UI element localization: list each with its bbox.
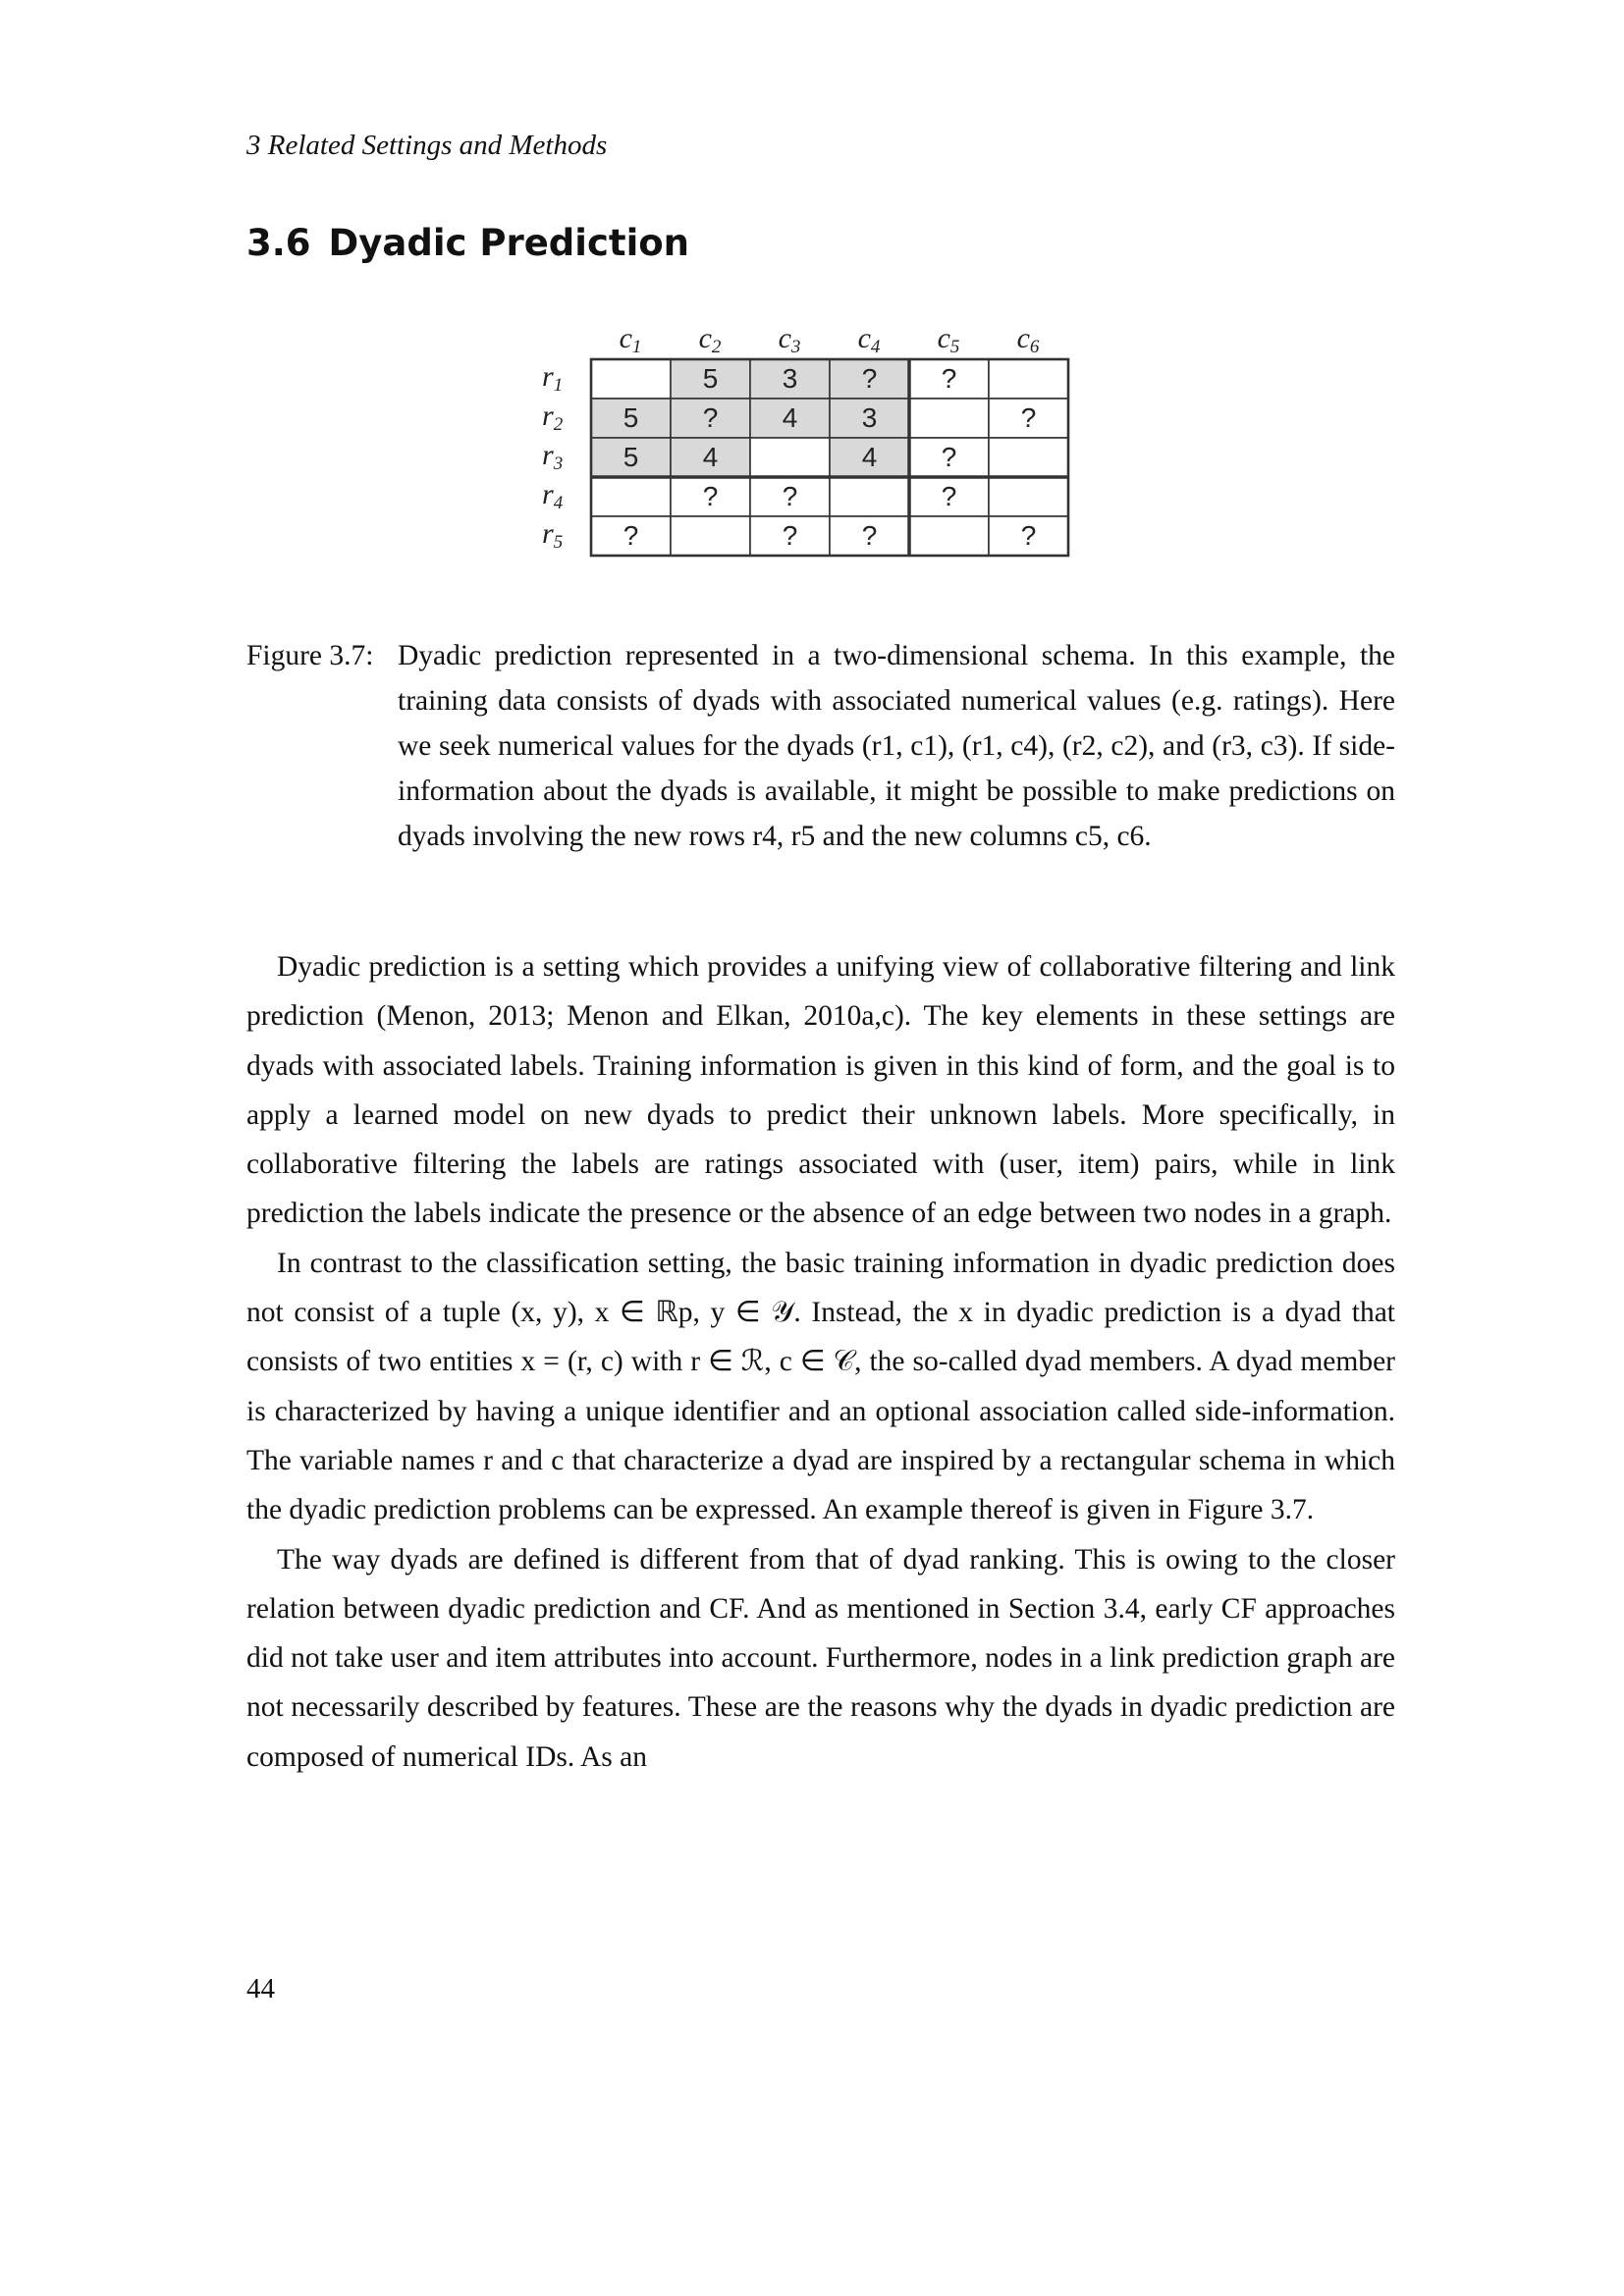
column-label-letter: c: [937, 322, 950, 354]
matrix-row-label: [542, 360, 591, 397]
column-label-letter: c: [1016, 322, 1030, 354]
matrix-cell-value: 5: [702, 363, 719, 394]
caption-label: Figure 3.7:: [246, 640, 374, 671]
figure-caption: [246, 633, 1395, 859]
paragraph: In contrast to the classification setting, the basic training information in dyadic prediction does not consist of a tuple (x, y), x ∈ ℝp, y ∈ 𝒴. Instead, the x in dyadic prediction is a dyad that consists of two entities x = (r, c) with r ∈ ℛ, c ∈ 𝒞, the so-called dyad members. A dyad member is characterized by having a unique identifier and an optional association called side-information. The variable names r and c that characterize a dyad are inspired by a rectangular schema in which the dyadic prediction problems can be expressed. An example thereof is given in Figure 3.7.: [246, 1247, 1395, 1526]
matrix-cell-value: ?: [1020, 402, 1037, 433]
matrix-cell-value: ?: [702, 481, 719, 511]
matrix-cell-value: 4: [861, 442, 878, 472]
matrix-column-label: [989, 322, 1067, 358]
caption-text: Dyadic prediction represented in a two-dimensional schema. In this example, the training data consists of dyads with associated numerical values (e.g. ratings). Here we seek numerical values for the dyads (r1, c1), (r1, c4), (r2, c2), and (r3, c3). If side-information about the dyads is available, it might be possible to make predictions on dyads involving the new rows r4, r5 and the new columns c5, c6.: [398, 640, 1395, 852]
matrix-cell-bg: [989, 438, 1068, 477]
paragraph: Dyadic prediction is a setting which provides a unifying view of collaborative filtering and link prediction (Menon, 2013; Menon and Elkan, 2010a,c). The key elements in these settings are dyads with associated labels. Training information is given in this kind of form, and the goal is to apply a learned model on new dyads to predict their unknown labels. More specifically, in collaborative filtering the labels are ratings associated with (user, item) pairs, while in link prediction the labels indicate the presence or the absence of an edge between two nodes in a graph.: [246, 951, 1395, 1230]
matrix-cell-value: ?: [941, 481, 957, 511]
row-label-letter: r: [542, 439, 554, 471]
matrix-row-label: [542, 400, 591, 436]
matrix-row-label: [542, 478, 591, 514]
column-label-index: 5: [949, 337, 960, 357]
row-label-letter: r: [542, 478, 554, 510]
matrix-cell-value: ?: [861, 520, 878, 551]
matrix-cell-bg: [591, 477, 671, 516]
matrix-cell-value: ?: [941, 363, 957, 394]
matrix-cell-value: 5: [623, 442, 639, 472]
matrix-cell-value: 4: [782, 402, 798, 433]
matrix-cell-value: 3: [861, 402, 878, 433]
row-label-index: 5: [553, 532, 564, 553]
body-text: [246, 942, 1395, 1782]
matrix-cell-bg: [909, 399, 989, 438]
running-head: 3 Related Settings and Methods: [246, 130, 608, 161]
row-label-index: 4: [553, 493, 564, 513]
column-label-index: 3: [790, 337, 801, 357]
matrix-cell-value: 4: [702, 442, 719, 472]
row-label-letter: r: [542, 400, 554, 432]
row-label-index: 2: [553, 414, 564, 435]
matrix-cell-value: ?: [1020, 520, 1037, 551]
matrix-column-label: [750, 322, 829, 358]
matrix-cell-bg: [989, 359, 1068, 399]
matrix-column-label: [671, 322, 749, 358]
dyad-matrix-figure: [530, 322, 1080, 562]
section-heading: [246, 222, 689, 264]
column-label-letter: c: [857, 322, 871, 354]
matrix-cell-value: ?: [702, 402, 719, 433]
matrix-cell-bg: [830, 477, 909, 516]
column-label-letter: c: [698, 322, 712, 354]
row-label-letter: r: [542, 517, 554, 550]
matrix-cell-value: ?: [861, 363, 878, 394]
matrix-cell-bg: [750, 438, 830, 477]
column-label-index: 1: [631, 337, 642, 357]
matrix-cell-bg: [909, 516, 989, 556]
matrix-column-label: [591, 322, 670, 358]
paragraph: The way dyads are defined is different from that of dyad ranking. This is owing to the closer relation between dyadic prediction and CF. And as mentioned in Section 3.4, early CF approaches did not take user and item attributes into account. Furthermore, nodes in a link prediction graph are not necessarily described by features. These are the reasons why the dyads in dyadic prediction are composed of numerical IDs. As an: [246, 1543, 1395, 1773]
matrix-cell-bg: [989, 477, 1068, 516]
matrix-column-label: [909, 322, 988, 358]
column-label-index: 4: [870, 337, 881, 357]
row-label-index: 3: [553, 454, 564, 474]
column-label-letter: c: [619, 322, 632, 354]
matrix-cell-value: 5: [623, 402, 639, 433]
matrix-cell-value: ?: [782, 520, 798, 551]
matrix-cell-value: ?: [782, 481, 798, 511]
matrix-row-label: [542, 439, 591, 475]
column-label-letter: c: [778, 322, 791, 354]
section-number: 3.6: [246, 222, 311, 264]
matrix-row-label: [542, 517, 591, 554]
matrix-cell-bg: [671, 516, 750, 556]
matrix-cell-value: ?: [941, 442, 957, 472]
row-label-index: 1: [553, 375, 564, 396]
section-title: Dyadic Prediction: [328, 222, 690, 264]
page-number: 44: [246, 1973, 275, 2004]
column-label-index: 6: [1029, 337, 1040, 357]
matrix-cell-bg: [591, 359, 671, 399]
matrix-column-label: [830, 322, 908, 358]
matrix-cell-value: ?: [623, 520, 639, 551]
matrix-cell-value: 3: [782, 363, 798, 394]
row-label-letter: r: [542, 360, 554, 393]
column-label-index: 2: [711, 337, 722, 357]
